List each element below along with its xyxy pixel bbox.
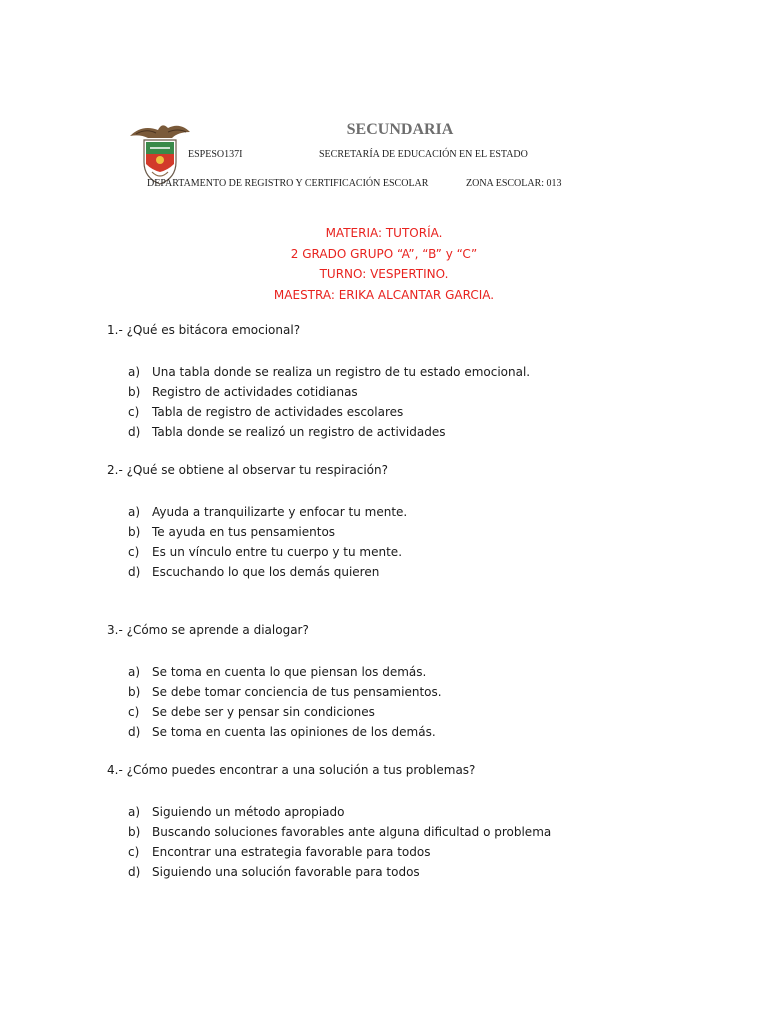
zona-escolar-label: ZONA ESCOLAR: 013 — [466, 178, 562, 189]
option: a) Una tabla donde se realiza un registro de tu estado emocional. — [128, 365, 531, 379]
question-4: 4.- ¿Cómo puedes encontrar a una solución a tus problemas? — [107, 763, 476, 777]
option: d) Escuchando lo que los demás quieren — [128, 565, 380, 579]
option: c) Tabla de registro de actividades escolares — [128, 405, 404, 419]
departamento-label: DEPARTAMENTO DE REGISTRO Y CERTIFICACIÓN ESCOLAR — [147, 178, 429, 189]
option: b) Registro de actividades cotidianas — [128, 385, 358, 399]
materia-line: MATERIA: TUTORÍA. — [325, 226, 443, 240]
question-1-options — [128, 362, 530, 442]
option: d) Tabla donde se realizó un registro de actividades — [128, 425, 446, 439]
course-info — [0, 223, 768, 305]
option: b) Buscando soluciones favorables ante alguna dificultad o problema — [128, 825, 552, 839]
turno-line: TURNO: VESPERTINO. — [319, 267, 449, 281]
option: d) Siguiendo una solución favorable para todos — [128, 865, 420, 879]
school-code: ESPESO137I — [188, 149, 243, 160]
question-4-options — [128, 802, 551, 882]
option: a) Se toma en cuenta lo que piensan los demás. — [128, 665, 427, 679]
document-title: SECUNDARIA — [346, 121, 454, 138]
option: a) Siguiendo un método apropiado — [128, 805, 345, 819]
question-1: 1.- ¿Qué es bitácora emocional? — [107, 323, 301, 337]
option: a) Ayuda a tranquilizarte y enfocar tu mente. — [128, 505, 408, 519]
option: d) Se toma en cuenta las opiniones de los demás. — [128, 725, 436, 739]
option: c) Es un vínculo entre tu cuerpo y tu mente. — [128, 545, 403, 559]
secretaria-label: SECRETARÍA DE EDUCACIÓN EN EL ESTADO — [319, 149, 528, 160]
question-2-options — [128, 502, 407, 582]
option: b) Te ayuda en tus pensamientos — [128, 525, 336, 539]
question-3: 3.- ¿Cómo se aprende a dialogar? — [107, 623, 309, 637]
option: c) Se debe ser y pensar sin condiciones — [128, 705, 375, 719]
option: c) Encontrar una estrategia favorable para todos — [128, 845, 431, 859]
grado-line: 2 GRADO GRUPO “A”, “B” y “C” — [290, 246, 478, 261]
question-2: 2.- ¿Qué se obtiene al observar tu respiración? — [107, 463, 388, 477]
option: b) Se debe tomar conciencia de tus pensamientos. — [128, 685, 442, 699]
maestra-line: MAESTRA: ERIKA ALCANTAR GARCIA. — [273, 287, 495, 302]
question-3-options — [128, 662, 442, 742]
